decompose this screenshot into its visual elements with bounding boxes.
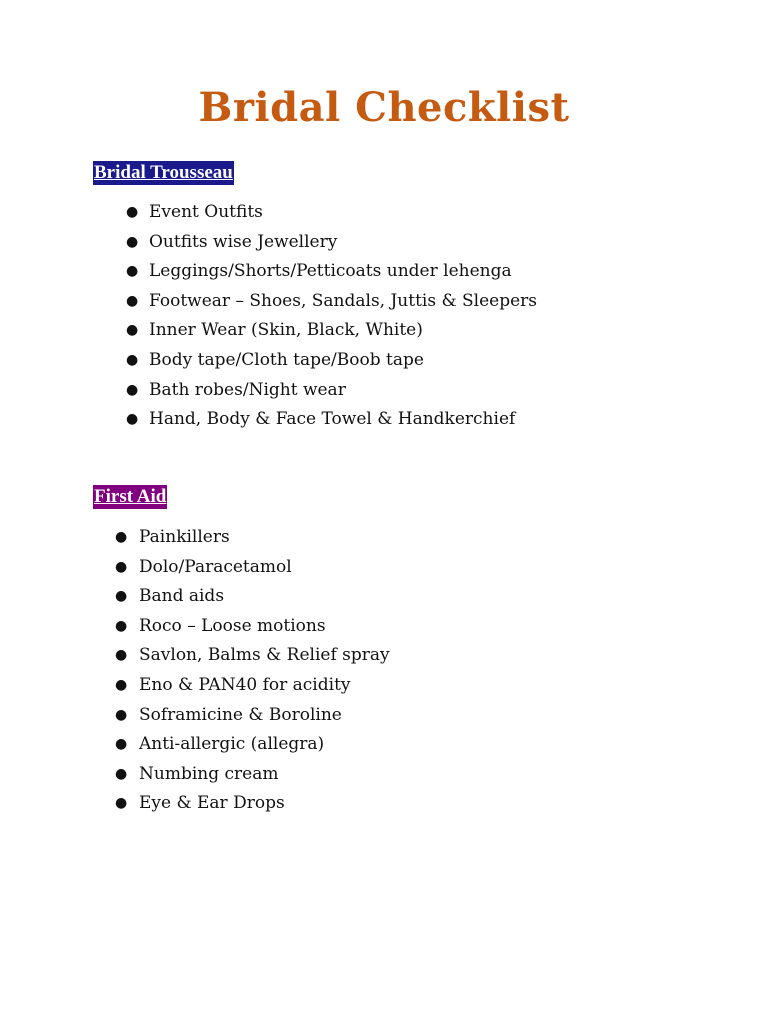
list-item-text: Numbing cream xyxy=(139,763,279,784)
list-item xyxy=(115,612,390,642)
list-item xyxy=(126,228,537,258)
list-item-text: Painkillers xyxy=(139,527,230,547)
bullet-dot-icon: ● xyxy=(126,351,139,368)
list-item xyxy=(126,376,537,406)
bullet-dot-icon: ● xyxy=(115,617,128,634)
list-item xyxy=(115,671,390,701)
bullet-dot-icon: ● xyxy=(115,647,128,664)
list-item-text: Inner Wear (Skin, Black, White) xyxy=(149,320,423,341)
list-item-text: Footwear – Shoes, Sandals, Juttis & Sleepers xyxy=(149,290,538,311)
list-item-text: Savlon, Balms & Relief spray xyxy=(139,645,390,666)
list-item xyxy=(126,257,537,287)
list-item-text: Band aids xyxy=(139,586,225,607)
list-item xyxy=(115,730,390,760)
list-item xyxy=(126,346,537,376)
list-item xyxy=(115,789,390,819)
bullet-dot-icon: ● xyxy=(115,736,128,753)
bullet-dot-icon: ● xyxy=(126,204,139,220)
bullet-dot-icon: ● xyxy=(115,676,128,693)
list-item xyxy=(115,582,390,612)
list-item xyxy=(115,760,390,790)
list-item xyxy=(126,287,538,317)
list-item xyxy=(115,641,390,671)
bullet-dot-icon: ● xyxy=(126,322,139,339)
bullet-dot-icon: ● xyxy=(126,381,139,398)
bullet-dot-icon: ● xyxy=(115,588,128,605)
bridal-trousseau-list xyxy=(126,198,538,435)
list-item xyxy=(126,316,537,346)
list-item-text: Anti-allergic (allegra) xyxy=(139,734,325,755)
list-item-text: Dolo/Paracetamol xyxy=(139,556,292,577)
list-item-text: Roco – Loose motions xyxy=(139,615,326,636)
bullet-dot-icon: ● xyxy=(126,263,139,280)
list-item-text: Body tape/Cloth tape/Boob tape xyxy=(149,349,424,370)
list-item-text: Leggings/Shorts/Petticoats under lehenga xyxy=(149,261,512,282)
section-heading-first-aid: First Aid xyxy=(94,486,167,507)
bullet-dot-icon: ● xyxy=(115,558,128,575)
list-item xyxy=(115,701,390,731)
bullet-dot-icon: ● xyxy=(126,233,139,250)
bullet-dot-icon: ● xyxy=(115,706,128,723)
list-item-text: Hand, Body & Face Towel & Handkerchief xyxy=(149,409,516,430)
bullet-dot-icon: ● xyxy=(126,292,139,309)
list-item xyxy=(115,523,390,553)
page-title: Bridal Checklist xyxy=(198,84,570,131)
section-heading-bridal-trousseau: Bridal Trousseau xyxy=(94,162,233,183)
bullet-dot-icon: ● xyxy=(115,765,128,782)
bullet-dot-icon: ● xyxy=(115,795,128,812)
list-item-text: Soframicine & Boroline xyxy=(139,704,342,725)
list-item xyxy=(126,405,537,435)
list-item xyxy=(115,553,390,583)
bullet-dot-icon: ● xyxy=(126,411,139,428)
list-item-text: Outfits wise Jewellery xyxy=(149,231,338,252)
list-item-text: Eye & Ear Drops xyxy=(139,793,285,814)
list-item-text: Event Outfits xyxy=(149,202,263,222)
bullet-dot-icon: ● xyxy=(115,529,128,545)
list-item xyxy=(126,198,537,228)
first-aid-list xyxy=(115,523,390,819)
list-item-text: Eno & PAN40 for acidity xyxy=(139,674,351,695)
list-item-text: Bath robes/Night wear xyxy=(149,379,346,400)
